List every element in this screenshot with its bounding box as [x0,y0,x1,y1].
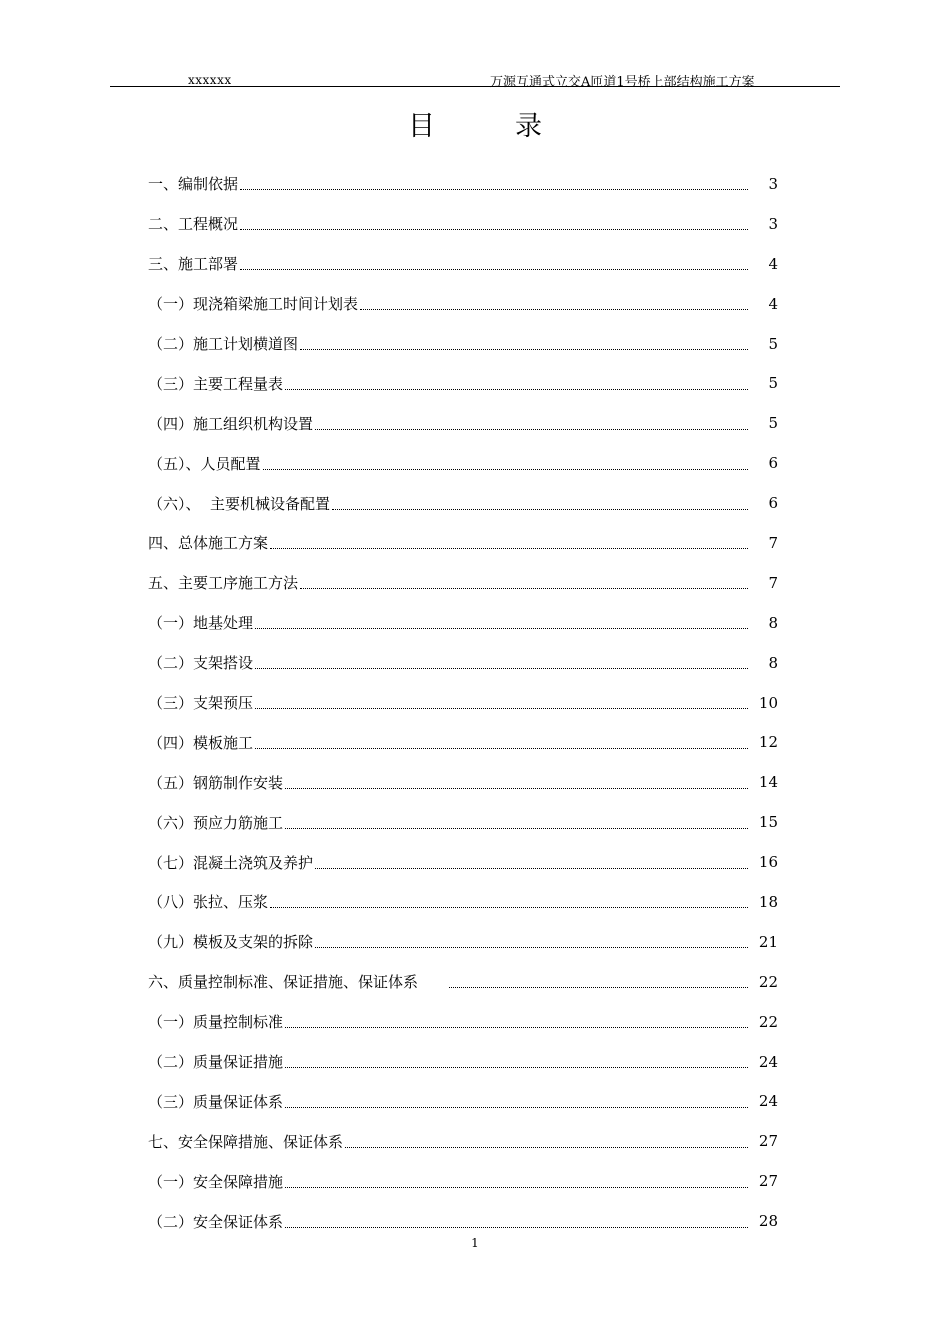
header-left-text: xxxxxx [188,73,232,87]
toc-entry[interactable] [148,683,778,723]
toc-entry-page: 5 [768,414,778,433]
toc-entry-label: （一）质量控制标准 [148,1013,284,1032]
toc-entry-label: （九）模板及支架的拆除 [148,933,314,952]
table-of-contents [148,164,778,1241]
toc-entry[interactable] [148,643,778,683]
toc-dot-leader [285,1063,748,1068]
toc-dot-leader [240,265,748,270]
toc-entry-label: （三）主要工程量表 [148,374,284,393]
toc-entry[interactable] [148,1002,778,1042]
toc-dot-leader [285,784,748,789]
toc-entry-label: 五、主要工序施工方法 [148,574,299,593]
toc-entry-page: 8 [768,653,778,672]
toc-dot-leader [315,943,748,948]
toc-entry-label: （七）混凝土浇筑及养护 [148,853,314,872]
toc-entry[interactable] [148,1042,778,1082]
toc-entry[interactable] [148,204,778,244]
toc-dot-leader [285,1223,748,1228]
toc-entry-label: （四）模板施工 [148,733,254,752]
toc-dot-leader [285,1183,748,1188]
toc-entry-page: 27 [758,1132,778,1151]
toc-dot-leader [263,465,748,470]
toc-entry[interactable] [148,922,778,962]
toc-entry[interactable] [148,483,778,523]
toc-entry-page: 6 [768,454,778,473]
toc-dot-leader [270,544,748,549]
toc-dot-leader [285,385,748,390]
toc-entry-label: （五）、人员配置 [148,454,261,473]
toc-entry[interactable] [148,523,778,563]
toc-entry[interactable] [148,882,778,922]
toc-entry-label: （八）张拉、压浆 [148,893,269,912]
toc-entry-label: （二）施工计划横道图 [148,335,299,353]
toc-entry-label: （三）支架预压 [148,694,254,713]
toc-dot-leader [240,225,748,230]
toc-dot-leader [315,425,748,430]
toc-entry-label: 三、施工部署 [148,255,239,274]
toc-entry-label: （六）、 主要机械设备配置 [148,494,331,513]
toc-entry-label: （二）安全保证体系 [148,1212,284,1231]
toc-entry-label: 二、工程概况 [148,215,239,234]
toc-entry[interactable] [148,842,778,882]
toc-entry-page: 27 [758,1172,778,1191]
toc-dot-leader [240,185,748,190]
toc-entry[interactable] [148,722,778,762]
toc-entry-page: 10 [758,693,778,712]
toc-entry[interactable] [148,1121,778,1161]
toc-entry[interactable] [148,244,778,284]
toc-entry-page: 3 [768,214,778,233]
toc-entry-page: 3 [768,174,778,193]
toc-entry-page: 16 [758,853,778,872]
toc-entry-label: （五）钢筋制作安装 [148,773,284,792]
toc-entry-page: 4 [768,294,778,313]
toc-entry-page: 21 [758,932,778,951]
toc-entry[interactable] [148,802,778,842]
toc-entry-label: （六）预应力筋施工 [148,813,284,832]
toc-entry-page: 8 [768,613,778,632]
toc-entry-page: 22 [758,972,778,991]
toc-entry-label: （一）现浇箱梁施工时间计划表 [148,295,359,314]
toc-dot-leader [255,664,748,669]
toc-dot-leader [255,744,748,749]
toc-entry-label: （二）质量保证措施 [148,1053,284,1072]
header-document-title: 万源互通式立交A匝道1号桥上部结构施工方案 [490,75,755,90]
toc-entry[interactable] [148,603,778,643]
toc-entry-page: 24 [758,1052,778,1071]
toc-entry[interactable] [148,403,778,443]
toc-entry-label: （一）地基处理 [148,614,254,633]
toc-dot-leader [270,903,748,908]
toc-dot-leader [300,584,748,589]
toc-dot-leader [285,1023,748,1028]
toc-dot-leader [285,1103,748,1108]
toc-entry-label: 七、安全保障措施、保证体系 [148,1132,344,1151]
toc-dot-leader [332,505,748,510]
toc-entry[interactable] [148,962,778,1002]
toc-entry-page: 18 [758,892,778,911]
toc-entry[interactable] [148,443,778,483]
toc-dot-leader [300,345,748,350]
toc-entry[interactable] [148,324,778,364]
toc-dot-leader [360,305,748,310]
toc-dot-leader [449,983,748,988]
toc-entry-page: 6 [768,494,778,513]
page-number: 1 [471,1236,479,1250]
toc-dot-leader [315,864,748,869]
toc-entry[interactable] [148,164,778,204]
toc-entry-label: 六、质量控制标准、保证措施、保证体系 [148,973,447,992]
toc-entry-page: 5 [768,374,778,393]
toc-entry-page: 12 [758,733,778,752]
toc-entry[interactable] [148,363,778,403]
toc-entry-label: 一、编制依据 [148,175,239,194]
toc-entry-label: （四）施工组织机构设置 [148,414,314,433]
toc-entry-page: 7 [768,533,778,552]
toc-entry-page: 14 [758,773,778,792]
toc-entry[interactable] [148,284,778,324]
toc-dot-leader [255,704,748,709]
toc-entry[interactable] [148,762,778,802]
header-divider [110,86,840,87]
toc-entry-label: （一）安全保障措施 [148,1172,284,1191]
toc-entry-page: 28 [758,1212,778,1231]
toc-dot-leader [285,824,748,829]
toc-entry-page: 5 [768,334,778,353]
toc-entry-page: 24 [758,1092,778,1111]
toc-entry-label: （三）质量保证体系 [148,1092,284,1111]
toc-entry-page: 15 [758,813,778,832]
toc-entry-label: 四、总体施工方案 [148,534,269,553]
toc-entry-label: （二）支架搭设 [148,654,254,673]
toc-entry[interactable] [148,563,778,603]
toc-entry[interactable] [148,1161,778,1201]
toc-entry-page: 7 [768,573,778,592]
toc-title: 目录 [408,111,622,142]
toc-entry-page: 4 [768,254,778,273]
toc-entry[interactable] [148,1081,778,1121]
toc-dot-leader [345,1143,748,1148]
toc-entry-page: 22 [758,1012,778,1031]
toc-dot-leader [255,624,748,629]
